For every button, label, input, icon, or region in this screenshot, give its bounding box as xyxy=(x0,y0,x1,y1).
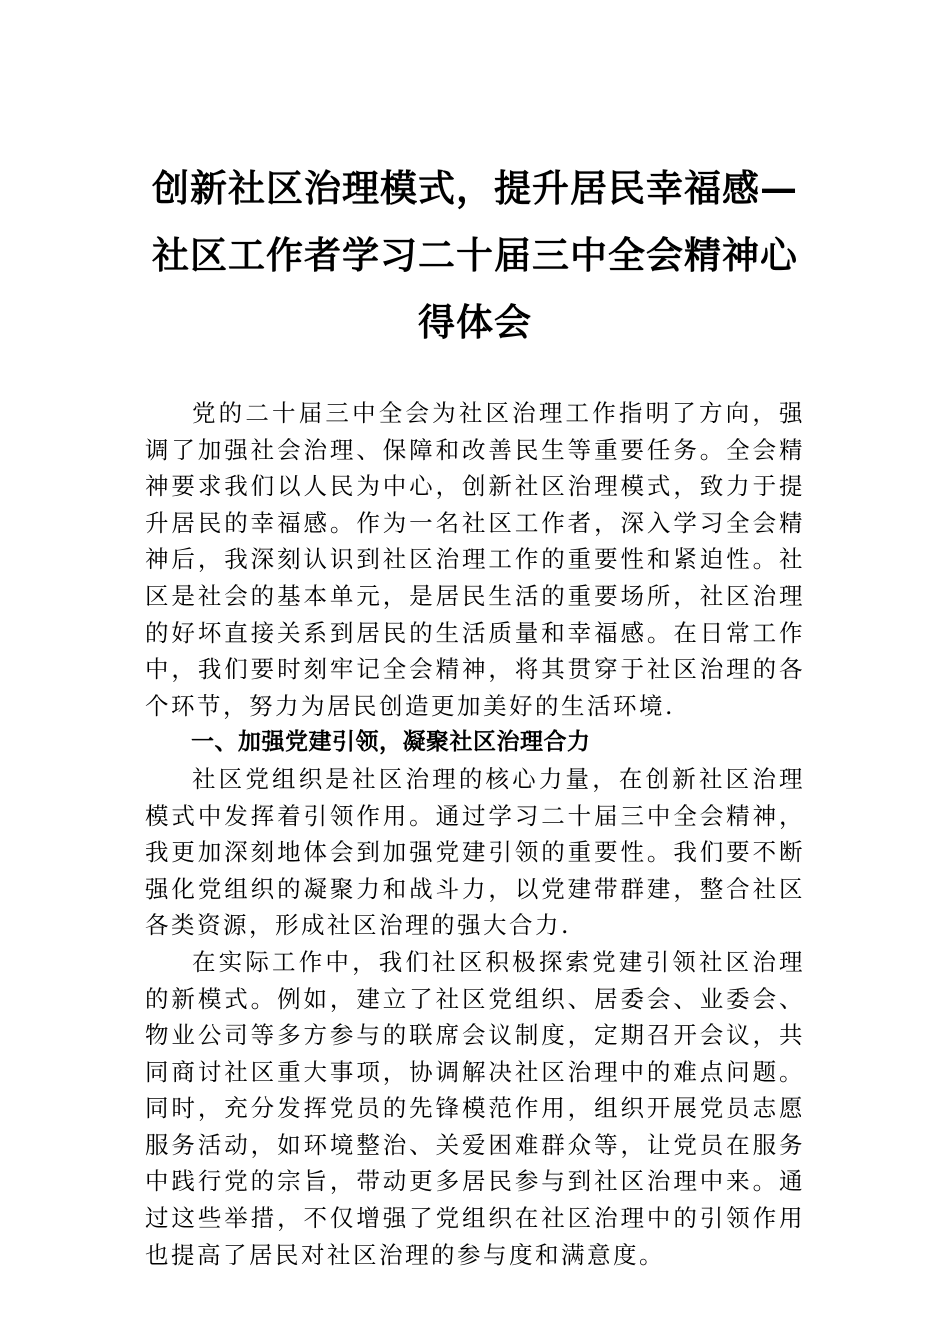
paragraph: 在实际工作中，我们社区积极探索党建引领社区治理的新模式。例如，建立了社区党组织、居委会、业委会、物业公司等多方参与的联席会议制度，定期召开会议，共同商讨社区重大事项，协调解决社区治理中的难点问题。同时，充分发挥党员的先锋模范作用，组织开展党员志愿服务活动，如环境整治、关爱困难群众等，让党员在服务中践行党的宗旨，带动更多居民参与到社区治理中来。通过这些举措，不仅增强了党组织在社区治理中的引领作用也提高了居民对社区治理的参与度和满意度。 xyxy=(145,947,805,1269)
section-heading: 一、加强党建引领，凝聚社区治理合力 xyxy=(191,729,591,756)
document-body xyxy=(145,395,805,1273)
paragraph: 社区党组织是社区治理的核心力量，在创新社区治理模式中发挥着引领作用。通过学习二十届三中全会精神，我更加深刻地体会到加强党建引领的重要性。我们要不断强化党组织的凝聚力和战斗力，以党建带群建，整合社区各类资源，形成社区治理的强大合力. xyxy=(145,764,805,940)
paragraph-intro: 党的二十届三中全会为社区治理工作指明了方向，强调了加强社会治理、保障和改善民生等重要任务。全会精神要求我们以人民为中心，创新社区治理模式，致力于提升居民的幸福感。作为一名社区工作者，深入学习全会精神后，我深刻认识到社区治理工作的重要性和紧迫性。社区是社会的基本单元，是居民生活的重要场所，社区治理的好坏直接关系到居民的生活质量和幸福感。在日常工作中，我们要时刻牢记全会精神，将其贯穿于社区治理的各个环节，努力为居民创造更加美好的生活环境. xyxy=(145,399,805,720)
document-title: 创新社区治理模式，提升居民幸福感—社区工作者学习二十届三中全会精神心得体会 xyxy=(152,166,798,344)
